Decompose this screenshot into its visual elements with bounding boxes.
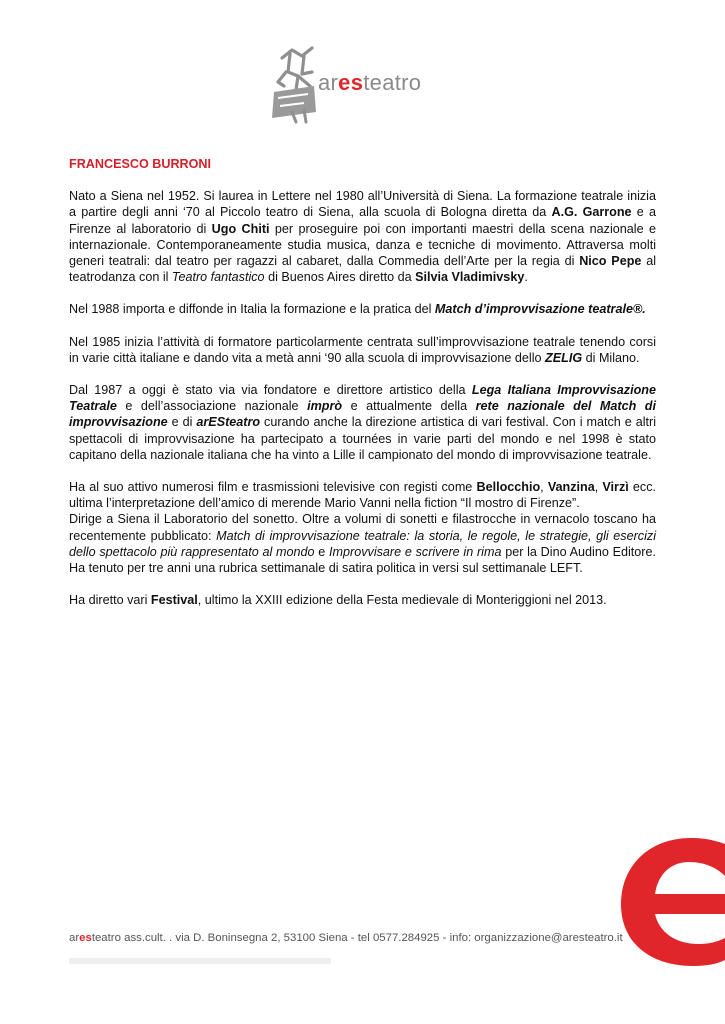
bio-paragraph-festival: Ha diretto vari Festival, ultimo la XXIII edizione della Festa medievale di Monteriggioni nel 2013. [69,593,607,608]
bio-paragraph-training: Nato a Siena nel 1952. Si laurea in Lettere nel 1980 all’Università di Siena. La formazione teatrale inizia a partire degli anni ‘70 al Piccolo teatro di Siena, alla scuola di Bologna diretta da A.G. Garrone e a Firenze al laboratorio di Ugo Chiti per proseguire poi con importanti maestri della scena nazionale e internazionale. Contemporaneamente studia musica, danza e tecniche di movimento. Attraversa molti generi teatrali: dal teatro per ragazzi al cabaret, dalla Commedia dell’Arte per la regia di Nico Pepe al teatrodanza con il Teatro fantastico di Buenos Aires diretto da Silvia Vladimivsky. [69,189,657,285]
aresteatro-logo [268,42,422,124]
bio-paragraph-match: Nel 1988 importa e diffonde in Italia la formazione e la pratica del Match d’improvvisazione teatrale®. [69,302,646,317]
bio-paragraph-direction: Dal 1987 a oggi è stato via via fondatore e direttore artistico della Lega Italiana Improvvisazione Teatrale e dell’associazione nazionale imprò e attualmente della rete nazionale del Match di improvvisazione e di arESteatro curando anche la direzione artistica di vari festival. Con i match e altri spettacoli di improvvisazione ha partecipato a tournées in varie parti del mondo e nel 1998 è stato capitano della nazionale italiana che ha vinto a Lille il campionato del mondo di improvvisazione teatrale. [69,383,657,462]
bio-content [69,156,656,624]
bio-paragraph-teaching: Nel 1985 inizia l’attività di formatore particolarmente centrata sull’improvvisazione teatrale tenendo corsi in varie città italiane e dando vita a metà anni ‘90 alla scuola di improvvisazione dello ZELIG di Milano. [69,334,656,365]
bio-paragraph-film: Ha al suo attivo numerosi film e trasmissioni televisive con registi come Bellocchio, Vanzina, Virzì ecc. ultima l’interpretazione dell’amico di merende Mario Vanni nella fiction “Il mostro di Firenze”. [69,480,656,511]
footer-divider [69,958,331,964]
bio-paragraph-publications: Dirige a Siena il Laboratorio del sonetto. Oltre a volumi di sonetti e filastrocche in vernacolo toscano ha recentemente pubblicato: Match di improvvisazione teatrale: la storia, le regole, le strategie, gli esercizi dello spettacolo più rappresentato al mondo e Improvvisare e scrivere in rima per la Dino Audino Editore. Ha tenuto per tre anni una rubrica settimanale di satira politica in versi sul settimanale LEFT. [69,512,656,576]
person-name-heading: FRANCESCO BURRONI [69,157,212,171]
big-red-e-decoration [615,838,725,966]
footer-contact: aresteatro ass.cult. . via D. Boninsegna 2, 53100 Siena - tel 0577.284925 - info: organizzazione@aresteatro.it [69,932,623,944]
logo-wordmark: aresteatro [318,70,422,95]
